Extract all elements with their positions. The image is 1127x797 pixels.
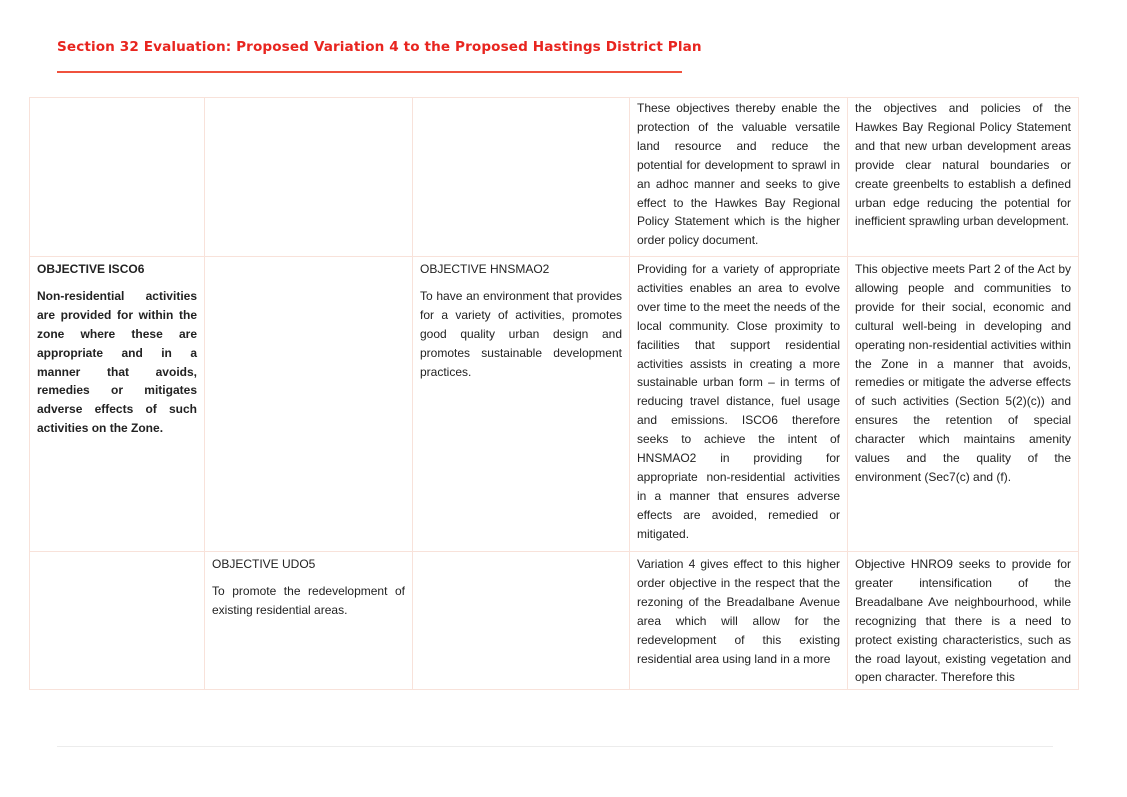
table-row	[30, 552, 1079, 690]
assessment-text: These objectives thereby enable the protection of the valuable versatile land resource and reduce the potential for development to sprawl in an adhoc manner and seeks to give effect to the Hawkes Bay Regional Policy Statement which is the higher order policy document.	[637, 101, 840, 248]
document-header	[57, 38, 702, 56]
table-cell-objective-c	[413, 552, 630, 690]
table-cell-assessment	[630, 257, 848, 552]
objective-code: OBJECTIVE ISCO6	[37, 262, 145, 276]
objective-text: To promote the redevelopment of existing residential areas.	[212, 583, 405, 617]
table-cell-objective-b	[205, 552, 413, 690]
objective-text: Non-residential activities are provided for within the zone where these are appropriate and in a manner that avoids, remedies or mitigates adverse effects of such activities on the Zone.	[37, 288, 197, 436]
table-cell-part2-evaluation	[848, 552, 1079, 690]
table-cell-objective-c	[413, 257, 630, 552]
objective-text: To have an environment that provides for a variety of activities, promotes good quality urban design and promotes sustainable development practices.	[420, 288, 622, 379]
table-cell-part2-evaluation	[848, 98, 1079, 257]
document-title: Section 32 Evaluation: Proposed Variation 4 to the Proposed Hastings District Plan	[57, 39, 702, 55]
table-row	[30, 257, 1079, 552]
table-cell-objective-a	[30, 257, 205, 552]
objective-code: OBJECTIVE HNSMAO2	[420, 262, 550, 276]
table-cell-objective-b	[205, 257, 413, 552]
evaluation-text: the objectives and policies of the Hawkes Bay Regional Policy Statement and that new urban development areas provide clear natural boundaries or create greenbelts to establish a defined urban edge reducing the potential for inefficient sprawling urban development.	[855, 101, 1071, 229]
table-row	[30, 98, 1079, 257]
evaluation-text: Objective HNRO9 seeks to provide for greater intensification of the Breadalbane Ave neighbourhood, while recognizing that there is a need to protect existing characteristics, such as the road layout, existing vegetation and open character. Therefore this	[855, 557, 1071, 685]
evaluation-text: This objective meets Part 2 of the Act by allowing people and communities to provide for their social, economic and cultural well-being in developing and operating non-residential activities within the Zone in a manner that avoids, remedies or mitigate the adverse effects of such activities (Section 5(2)(c)) and ensures the retention of special character which maintains amenity values and the quality of the environment (Sec7(c) and (f).	[855, 262, 1071, 484]
table-cell-objective-c	[413, 98, 630, 257]
objective-code: OBJECTIVE UDO5	[212, 557, 316, 571]
evaluation-table	[29, 97, 1079, 690]
assessment-text: Variation 4 gives effect to this higher order objective in the respect that the rezoning of the Breadalbane Avenue area which will allow for the redevelopment of this existing residential area using land in a more	[637, 557, 840, 666]
title-underline	[57, 71, 682, 73]
table-cell-objective-a	[30, 552, 205, 690]
table-cell-assessment	[630, 98, 848, 257]
table-cell-objective-a	[30, 98, 205, 257]
table-cell-part2-evaluation	[848, 257, 1079, 552]
footer-divider	[57, 746, 1053, 747]
table-cell-assessment	[630, 552, 848, 690]
assessment-text: Providing for a variety of appropriate activities enables an area to evolve over time to the meet the needs of the local community. Close proximity to facilities that support residential activities assists in creating a more sustainable urban form – in terms of reducing travel distance, fuel usage and emissions. ISCO6 therefore seeks to achieve the intent of HNSMAO2 in providing for appropriate non-residential activities in a manner that ensures adverse effects are avoided, remedied or mitigated.	[637, 262, 840, 541]
table-cell-objective-b	[205, 98, 413, 257]
